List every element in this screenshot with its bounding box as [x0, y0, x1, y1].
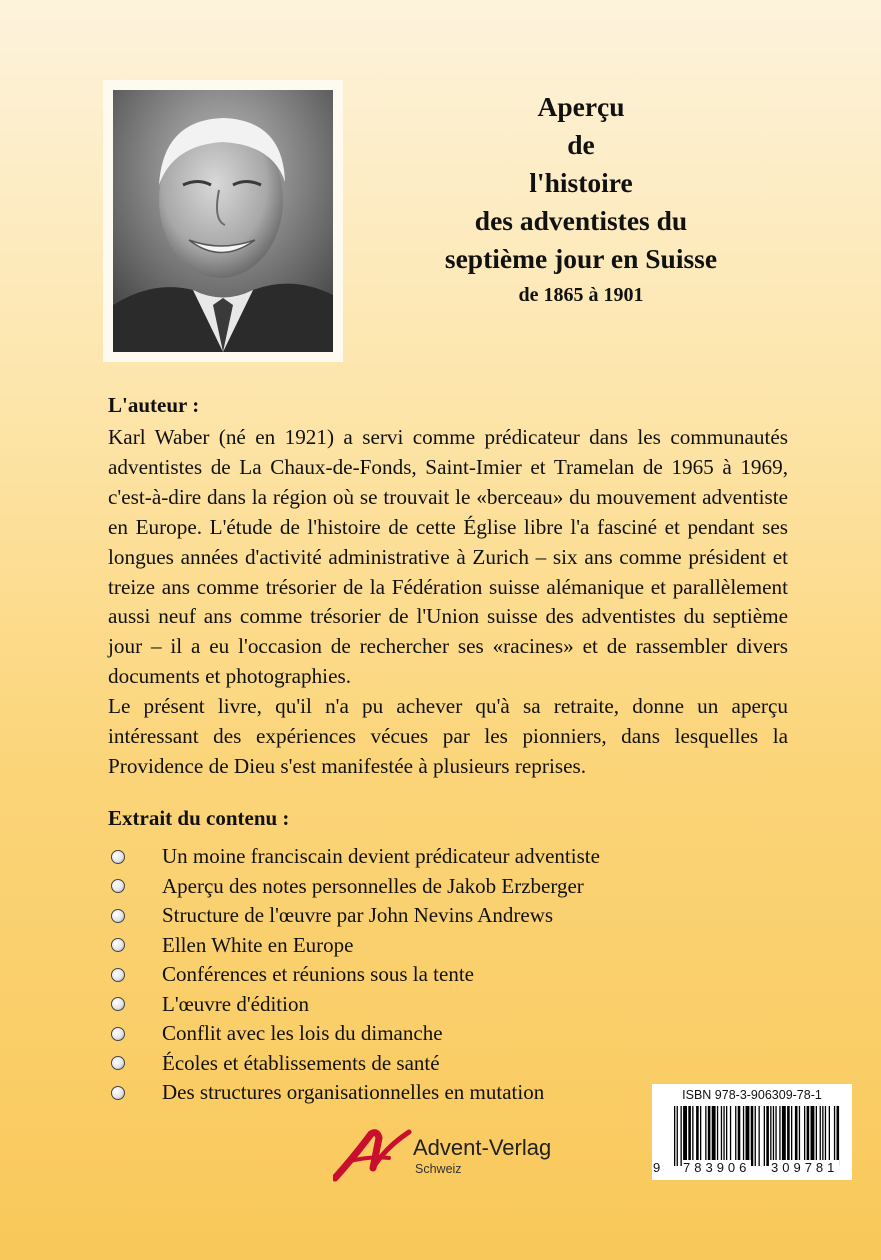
bullet-icon	[111, 850, 125, 864]
isbn-barcode	[652, 1084, 852, 1180]
barcode-bar	[820, 1106, 821, 1166]
barcode-bar	[700, 1106, 701, 1166]
barcode-bar	[674, 1106, 675, 1166]
barcode-bar	[773, 1106, 774, 1166]
contents-item-label: Conflit avec les lois du dimanche	[162, 1021, 443, 1046]
barcode-bar	[723, 1106, 724, 1166]
publisher-logo	[333, 1128, 593, 1184]
barcode-bar	[738, 1106, 741, 1166]
barcode-bar	[795, 1106, 798, 1166]
barcode-bar	[730, 1106, 731, 1166]
barcode-bar	[766, 1106, 769, 1166]
barcode-bar	[822, 1106, 823, 1166]
barcode-bar	[834, 1106, 835, 1166]
barcode-bar	[712, 1106, 716, 1166]
book-subtitle: de 1865 à 1901	[518, 284, 644, 306]
barcode-bar	[705, 1106, 706, 1166]
publisher-name: Advent-Verlag	[413, 1135, 552, 1160]
contents-item	[108, 872, 668, 902]
barcode-bar	[692, 1106, 693, 1166]
contents-item-label: Des structures organisationnelles en mutation	[162, 1080, 545, 1105]
barcode-bar	[829, 1106, 830, 1166]
barcode-bar	[681, 1106, 682, 1166]
advent-verlag-logo-icon	[333, 1128, 413, 1184]
barcode-digits-left: 783906	[683, 1160, 751, 1175]
barcode-bar	[804, 1106, 805, 1166]
contents-item	[108, 1049, 668, 1079]
contents-item-label: Aperçu des notes personnelles de Jakob Erzberger	[162, 873, 584, 898]
barcode-bar	[837, 1106, 840, 1166]
author-biography	[108, 423, 788, 782]
bio-paragraph: Le présent livre, qu'il n'a pu achever qu'à sa retraite, donne un aperçu intéressant des expériences vécues par les pionniers, dans lesquelles la Providence de Dieu s'est manifestée à plusieurs reprises.	[108, 694, 788, 778]
title-line: l'histoire	[529, 167, 633, 198]
barcode-bar	[743, 1106, 744, 1166]
bullet-icon	[111, 997, 125, 1011]
barcode-bar	[816, 1106, 817, 1166]
author-photo-frame	[103, 80, 343, 362]
barcode-bar	[779, 1106, 780, 1166]
bullet-icon	[111, 968, 125, 982]
barcode-bar	[791, 1106, 792, 1166]
barcode-bar	[696, 1106, 699, 1166]
contents-item-label: Ellen White en Europe	[162, 932, 354, 957]
contents-item-label: Écoles et établissements de santé	[162, 1050, 440, 1075]
contents-heading: Extrait du contenu :	[108, 806, 290, 830]
barcode-bar	[688, 1106, 691, 1166]
barcode-bar	[717, 1106, 718, 1166]
barcode-bar	[759, 1106, 760, 1166]
barcode-bar	[825, 1106, 826, 1166]
contents-item	[108, 1078, 668, 1108]
title-line: des adventistes du	[474, 205, 688, 236]
author-portrait-graphic	[113, 90, 333, 352]
publisher-subname: Schweiz	[415, 1162, 462, 1176]
contents-item-label: Un moine franciscain devient prédicateur adventiste	[162, 844, 600, 869]
title-line: de	[567, 129, 595, 160]
barcode-bar	[770, 1106, 771, 1166]
barcode-digit-first: 9	[653, 1160, 661, 1175]
barcode-bar	[726, 1106, 727, 1166]
barcode-bar	[751, 1106, 754, 1166]
barcode-bar	[775, 1106, 776, 1166]
bullet-icon	[111, 1086, 125, 1100]
author-heading: L'auteur :	[108, 393, 200, 417]
contents-item	[108, 990, 668, 1020]
bullet-icon	[111, 879, 125, 893]
author-photo	[113, 90, 333, 352]
barcode-bar	[683, 1106, 687, 1166]
title-line: septième jour en Suisse	[444, 243, 718, 274]
book-title-block	[400, 88, 762, 307]
barcode-bar	[746, 1106, 750, 1166]
bullet-icon	[111, 1027, 125, 1041]
barcode-bar	[811, 1106, 815, 1166]
barcode-bar	[677, 1106, 678, 1166]
bullet-icon	[111, 909, 125, 923]
bio-paragraph: Karl Waber (né en 1921) a servi comme prédicateur dans les communautés adventistes de La Chaux-de-Fonds, Saint-Imier et Tramelan de 1965 à 1969, c'est-à-dire dans la région où se trouvait le «berceau» du mouvement adventiste en Europe. L'étude de l'histoire de cette Église libre l'a fasciné et pendant ses longues années d'activité administrative à Zurich – six ans comme président et treize ans comme trésorier de la Fédération suisse alémanique et parallèlement aussi neuf ans comme trésorier de l'Union suisse des adventistes du septième jour – il a eu l'occasion de rechercher ses «racines» et de rassembler divers documents et photographies.	[108, 425, 788, 689]
barcode-bar	[799, 1106, 800, 1166]
contents-list	[108, 842, 668, 1108]
isbn-label: ISBN 978-3-906309-78-1	[682, 1088, 822, 1102]
bullet-icon	[111, 1056, 125, 1070]
barcode-bar	[807, 1106, 810, 1166]
contents-item-label: Structure de l'œuvre par John Nevins Andrews	[162, 903, 554, 928]
contents-item	[108, 842, 668, 872]
contents-item	[108, 901, 668, 931]
bullet-icon	[111, 938, 125, 952]
barcode-bar	[787, 1106, 790, 1166]
barcode-bar	[782, 1106, 786, 1166]
barcode-bar	[721, 1106, 722, 1166]
contents-item	[108, 1019, 668, 1049]
contents-item-label: L'œuvre d'édition	[162, 991, 309, 1016]
barcode-bar	[764, 1106, 765, 1166]
barcode-bar	[735, 1106, 736, 1166]
contents-item	[108, 960, 668, 990]
contents-item-label: Conférences et réunions sous la tente	[162, 962, 474, 987]
barcode-bar	[708, 1106, 711, 1166]
barcode-digits-right: 309781	[771, 1160, 839, 1175]
barcode-bar	[755, 1106, 756, 1166]
title-line: Aperçu	[537, 91, 625, 122]
contents-item	[108, 931, 668, 961]
